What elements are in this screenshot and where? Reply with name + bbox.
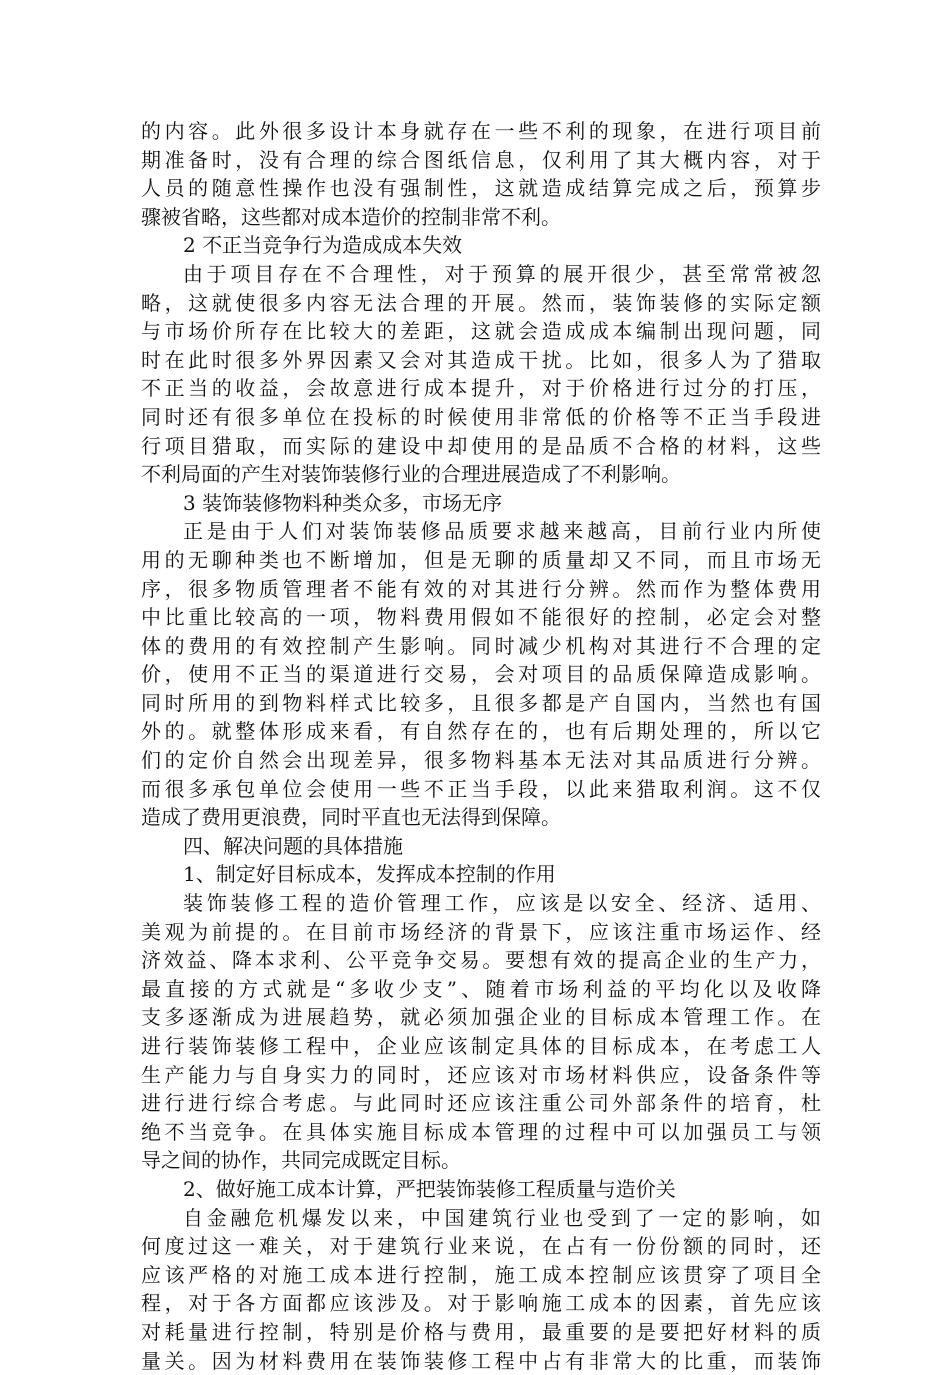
document-body bbox=[141, 117, 821, 1375]
text-line: 进行装饰装修工程中，企业应该制定具体的目标成本，在考虑工人 bbox=[141, 1034, 821, 1058]
text-line: 骤被省略，这些都对成本造价的控制非常不利。 bbox=[141, 204, 561, 229]
text-line: 美观为前提的。在目前市场经济的背景下，应该注重市场运作、经 bbox=[141, 919, 821, 944]
text-line: 装饰装修工程的造价管理工作，应该是以安全、经济、适用、 bbox=[183, 891, 821, 916]
text-line: 与市场价所存在比较大的差距，这就会造成成本编制出现问题，同 bbox=[141, 319, 821, 344]
text-line: 3 装饰装修物料种类众多，市场无序 bbox=[183, 490, 503, 515]
text-line: 人员的随意性操作也没有强制性，这就造成结算完成之后，预算步 bbox=[141, 176, 821, 201]
text-line: 的内容。此外很多设计本身就存在一些不利的现象，在进行项目前 bbox=[141, 119, 821, 143]
text-line: 应该严格的对施工成本进行控制，施工成本控制应该贯穿了项目全 bbox=[141, 1262, 821, 1287]
text-line: 程，对于各方面都应该涉及。对于影响施工成本的因素，首先应该 bbox=[141, 1291, 821, 1316]
text-line: 支多逐渐成为进展趋势，就必须加强企业的目标成本管理工作。在 bbox=[141, 1005, 821, 1030]
text-line: 价，使用不正当的渠道进行交易，会对项目的品质保障造成影响。 bbox=[141, 662, 821, 687]
text-line: 导之间的协作，共同完成既定目标。 bbox=[141, 1148, 461, 1173]
text-line: 不利局面的产生对装饰装修行业的合理进展造成了不利影响。 bbox=[141, 462, 681, 487]
text-line: 由于项目存在不合理性，对于预算的展开很少，甚至常常被忽 bbox=[183, 261, 821, 286]
text-line: 序，很多物质管理者不能有效的对其进行分辨。然而作为整体费用 bbox=[141, 576, 821, 601]
text-line: 造成了费用更浪费，同时平直也无法得到保障。 bbox=[141, 805, 561, 830]
text-line: 2、做好施工成本计算，严把装饰装修工程质量与造价关 bbox=[183, 1176, 676, 1201]
text-line: 何度过这一难关，对于建筑行业来说，在占有一份份额的同时，还 bbox=[141, 1234, 821, 1259]
text-line: 行项目猎取，而实际的建设中却使用的是品质不合格的材料，这些 bbox=[141, 433, 821, 458]
text-line: 中比重比较高的一项，物料费用假如不能很好的控制，必定会对整 bbox=[141, 605, 821, 630]
text-line: 四、解决问题的具体措施 bbox=[183, 833, 403, 858]
text-line: 们的定价自然会出现差异，很多物料基本无法对其品质进行分辨。 bbox=[141, 748, 821, 773]
text-line: 对耗量进行控制，特别是价格与费用，最重要的是要把好材料的质 bbox=[141, 1319, 821, 1344]
text-line: 济效益、降本求利、公平竞争交易。要想有效的提高企业的生产力， bbox=[141, 948, 821, 973]
text-line: 同时所用的到物料样式比较多，且很多都是产自国内，当然也有国 bbox=[141, 690, 821, 715]
text-line: 进行进行综合考虑。与此同时还应该注重公司外部条件的培育，杜 bbox=[141, 1091, 821, 1116]
text-line: 体的费用的有效控制产生影响。同时减少机构对其进行不合理的定 bbox=[141, 633, 821, 658]
text-line: 同时还有很多单位在投标的时候使用非常低的价格等不正当手段进 bbox=[141, 404, 821, 429]
text-line: 自金融危机爆发以来，中国建筑行业也受到了一定的影响，如 bbox=[183, 1205, 821, 1230]
text-line: 1、制定好目标成本，发挥成本控制的作用 bbox=[183, 862, 556, 887]
text-line: 用的无聊种类也不断增加，但是无聊的质量却又不同，而且市场无 bbox=[141, 547, 821, 572]
text-line: 不正当的收益，会故意进行成本提升，对于价格进行过分的打压， bbox=[141, 376, 821, 401]
text-line: 量关。因为材料费用在装饰装修工程中占有非常大的比重，而装饰 bbox=[141, 1348, 821, 1373]
text-line: 2 不正当竞争行为造成成本失效 bbox=[183, 233, 463, 258]
text-line: 正是由于人们对装饰装修品质要求越来越高，目前行业内所使 bbox=[183, 519, 821, 544]
text-line: 期准备时，没有合理的综合图纸信息，仅利用了其大概内容，对于 bbox=[141, 147, 821, 172]
text-line: 略，这就使很多内容无法合理的开展。然而，装饰装修的实际定额 bbox=[141, 290, 821, 315]
text-line: 时在此时很多外界因素又会对其造成干扰。比如，很多人为了猎取 bbox=[141, 347, 821, 372]
text-line: 绝不当竞争。在具体实施目标成本管理的过程中可以加强员工与领 bbox=[141, 1119, 821, 1144]
text-line: 最直接的方式就是“多收少支”、随着市场利益的平均化以及收降 bbox=[141, 976, 821, 1001]
text-line: 外的。就整体形成来看，有自然存在的，也有后期处理的，所以它 bbox=[141, 719, 821, 744]
text-line: 生产能力与自身实力的同时，还应该对市场材料供应，设备条件等 bbox=[141, 1062, 821, 1087]
text-line: 而很多承包单位会使用一些不正当手段，以此来猎取利润。这不仅 bbox=[141, 776, 821, 801]
